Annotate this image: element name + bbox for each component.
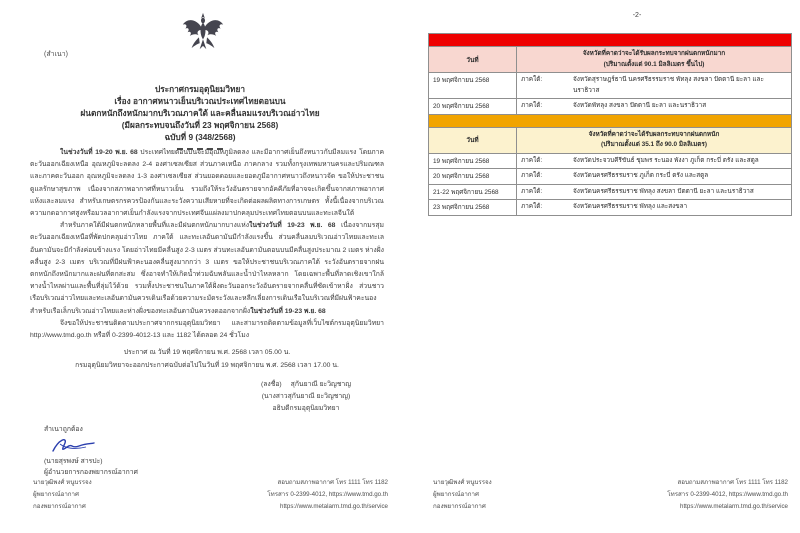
garuda-emblem-icon — [181, 8, 225, 58]
footer-contact-metalarm-url: https://www.metalarm.tmd.go.th/service — [280, 503, 388, 510]
paragraph-3-text: จึงขอให้ประชาชนติดตามประกาศจากกรมอุตุนิยมวิทยา และสามารถติดตามข้อมูลที่เว็บไซต์กรมอุตุนิยมวิทยา http://www.tmd.go.th หรือที่ 0-2399-4012-13 และ 1182 ได้ตลอด 24 ชั่วโมง — [30, 319, 384, 340]
row-date: 19 พฤศจิกายน 2568 — [429, 73, 517, 98]
row-region: ภาคใต้: — [521, 187, 543, 195]
row-province-list: จังหวัดนครศรีธรรมราช พัทลุง และสงขลา — [573, 203, 688, 210]
footer-officer-division: กองพยากรณ์อากาศ — [433, 503, 486, 510]
footer-contact-metalarm-url: https://www.metalarm.tmd.go.th/service — [680, 503, 788, 510]
signature-block — [228, 379, 384, 415]
page-title: ประกาศกรมอุตุนิยมวิทยา — [154, 84, 246, 94]
column-header-provinces — [517, 128, 791, 153]
footer-contact-block — [667, 477, 788, 513]
row-date: 23 พฤศจิกายน 2568 — [429, 200, 517, 215]
footer-officer-name: นายวุฒิพงศ์ หนูบรรจง — [33, 479, 92, 486]
row-province-list: จังหวัดพัทลุง สงขลา ปัตตานี ยะลา และนราธิวาส — [573, 102, 707, 109]
issue-number-line: ฉบับที่ 9 (348/2568) — [164, 132, 236, 142]
paragraph-1 — [30, 147, 384, 220]
row-provinces-cell — [517, 200, 791, 215]
announcement-body — [30, 147, 384, 342]
footer-contact-fax-web: โทรสาร 0-2399-4012, https://www.tmd.go.th — [667, 491, 788, 498]
copy-label: (สำเนา) — [44, 51, 68, 58]
footer-officer-name: นายวุฒิพงศ์ หนูบรรจง — [433, 479, 492, 486]
footer-contact-fax-web: โทรสาร 0-2399-4012, https://www.tmd.go.th — [267, 491, 388, 498]
table-row — [429, 99, 791, 115]
table-row — [429, 73, 791, 99]
issued-at-line: ประกาศ ณ วันที่ 19 พฤศจิกายน พ.ศ. 2568 เวลา 05.00 น. — [123, 349, 291, 357]
signer-full-name: (นางสาวสุกันยาณี ยะวิญชาญ) — [261, 393, 351, 401]
paragraph-3 — [30, 318, 384, 342]
row-provinces-cell — [517, 99, 791, 114]
row-date: 20 พฤศจิกายน 2568 — [429, 99, 517, 114]
certified-label: สำเนาถูกต้อง — [44, 426, 83, 434]
paragraph-1-date-bold: ในช่วงวันที่ 19-20 พ.ย. 68 — [60, 149, 138, 156]
paragraph-2-end-date-bold: ในช่วงวันที่ 19-23 พ.ย. 68 — [250, 307, 326, 315]
row-province-list: จังหวัดประจวบคีรีขันธ์ ชุมพร ระนอง พังงา ภูเก็ต กระบี่ ตรัง และสตูล — [573, 156, 759, 164]
heavy-rain-header-line1: จังหวัดที่คาดว่าจะได้รับผลกระทบจากฝนตกหนัก — [588, 130, 720, 138]
subject-line: เรื่อง อากาศหนาวเย็นบริเวณประเทศไทยตอนบน — [114, 96, 286, 106]
row-region: ภาคใต้: — [521, 203, 543, 210]
announcement-content — [30, 147, 384, 478]
table-row — [429, 169, 791, 185]
page-2-footer — [433, 477, 788, 513]
signature-line — [228, 379, 384, 391]
table-row — [429, 154, 791, 170]
very-heavy-rain-header-line2: (ปริมาณตั้งแต่ 90.1 มิลลิเมตร ขึ้นไป) — [603, 60, 705, 68]
row-provinces-cell — [517, 73, 791, 98]
footer-officer-title: ผู้พยากรณ์อากาศ — [33, 491, 79, 498]
impact-tables — [428, 33, 792, 216]
subject-line-2: ฝนตกหนักถึงหนักมากบริเวณภาคใต้ และคลื่นลมแรงบริเวณอ่าวไทย — [80, 108, 320, 118]
footer-contact-phone: สอบถามสภาพอากาศ โทร 1111 โทร 1182 — [277, 479, 388, 486]
issued-at-block — [30, 347, 384, 372]
column-header-date: วันที่ — [429, 47, 517, 72]
page-number: -2- — [632, 12, 642, 19]
very-heavy-rain-color-bar — [429, 34, 791, 47]
certifier-signature-scribble — [50, 436, 96, 455]
certifier-name: (นายสุรพงษ์ สารปะ) — [44, 458, 103, 466]
row-date: 21-22 พฤศจิกายน 2568 — [429, 185, 517, 200]
footer-officer-block — [33, 477, 92, 513]
effective-date-line: (มีผลกระทบจนถึงวันที่ 23 พฤศจิกายน 2568) — [121, 120, 279, 130]
signed-label: (ลงชื่อ) — [260, 381, 282, 389]
table-row — [429, 200, 791, 215]
footer-officer-title: ผู้พยากรณ์อากาศ — [433, 491, 479, 498]
row-provinces-cell — [517, 185, 791, 200]
row-region: ภาคใต้: — [521, 76, 543, 83]
copy-certification-block — [44, 424, 174, 478]
page-2 — [400, 0, 800, 533]
row-province-list: จังหวัดนครศรีธรรมราช พัทลุง สงขลา ปัตตานี ยะลา และนราธิวาส — [573, 187, 754, 195]
table-row — [429, 185, 791, 201]
paragraph-2-date-bold: ในช่วงวันที่ 19-23 พ.ย. 68 — [249, 222, 336, 230]
signer-name: สุกันยาณี ยะวิญชาญ — [290, 381, 352, 389]
certifier-position: ผู้อำนวยการกองพยากรณ์อากาศ — [44, 469, 138, 477]
footer-officer-block — [433, 477, 492, 513]
row-region: ภาคใต้: — [521, 156, 543, 164]
footer-contact-phone: สอบถามสภาพอากาศ โทร 1111 โทร 1182 — [677, 479, 788, 486]
heavy-rain-header-row — [429, 128, 791, 154]
row-date: 20 พฤศจิกายน 2568 — [429, 169, 517, 184]
row-province-list: จังหวัดสุราษฎร์ธานี นครศรีธรรมราช พัทลุง สงขลา ปัตตานี ยะลา และนราธิวาส — [573, 76, 764, 94]
title-block — [10, 83, 390, 150]
row-region: ภาคใต้: — [521, 172, 543, 179]
very-heavy-rain-header-line1: จังหวัดที่คาดว่าจะได้รับผลกระทบจากฝนตกหนักมาก — [582, 50, 726, 57]
signer-position: อธิบดีกรมอุตุนิยมวิทยา — [272, 405, 340, 413]
column-header-date: วันที่ — [429, 128, 517, 153]
footer-officer-division: กองพยากรณ์อากาศ — [33, 503, 86, 510]
paragraph-2-text: เนื่องจากมรสุมตะวันออกเฉียงเหนือที่พัดปกคลุมอ่าวไทย ภาคใต้ และทะเลอันดามันมีกำลังแรงขึ้น ส่วนคลื่นลมบริเวณอ่าวไทยและทะเลอันดามันจะมีกำลังค่อนข้างแรง โดยอ่าวไทยมีคลื่นสูง 2-3 เมตร ส่วนทะเลอันดามันตอนบนมีคลื่นสูงประมาณ 2 เมตร ห่างฝั่งคลื่นสูง 2-3 เมตร บริเวณที่มีฝนฟ้าคะนองคลื่นสูงมากกว่า 3 เมตร ขอให้ประชาชนบริเวณภาคใต้ ระวังอันตรายจากฝนตกหนักถึงหนักมากและฝนที่ตกสะสม ซึ่งอาจทำให้เกิดน้ำท่วมฉับพลันและน้ำป่าไหลหลาก โดยเฉพาะพื้นที่ลาดเชิงเขาใกล้ทางน้ำไหลผ่านและพื้นที่ลุ่มไว้ด้วย รวมทั้งประชาชนในภาคใต้ฝั่งตะวันออกระวังอันตรายจากคลื่นที่ซัดเข้าหาฝั่ง ส่วนชาวเรือบริเวณอ่าวไทยและทะเลอันดามันควรเดินเรือด้วยความระมัดระวังและหลีกเลี่ยงการเดินเรือในบริเวณที่มีฝนฟ้าคะนอง สำหรับเรือเล็กบริเวณอ่าวไทยและห่างฝั่งของทะเลอันดามันควรงดออกจากฝั่ง — [30, 222, 384, 315]
row-region: ภาคใต้: — [521, 102, 543, 109]
paragraph-1-text: ประเทศไทยตอนบนจะมีอุณหภูมิลดลง และมีอากาศเย็นถึงหนาวกับมีลมแรง โดยภาคตะวันออกเฉียงเหนือ อุณหภูมิจะลดลง 2-4 องศาเซลเซียส ส่วนภาคเหนือ ภาคกลาง รวมทั้งกรุงเทพมหานครและปริมณฑล และภาคตะวันออก อุณหภูมิจะลดลง 1-3 องศาเซลเซียส ส่วนยอดดอยและยอดภูมีอากาศหนาวถึงหนาวจัด ขอให้ประชาชนดูแลรักษาสุขภาพ เนื่องจากสภาพอากาศที่หนาวเย็น รวมถึงให้ระวังอันตรายจากอัคคีภัยที่อาจจะเกิดขึ้นจากสภาพอากาศแห้งและลมแรง สำหรับเกษตรกรควรป้องกันและระวังความเสียหายที่จะเกิดต่อผลผลิตทางการเกษตร ทั้งนี้เนื่องจากบริเวณความกดอากาศสูงหรือมวลอากาศเย็นกำลังแรงจากประเทศจีนแผ่ลงมาปกคลุมประเทศไทยตอนบนและทะเลจีนใต้ — [30, 149, 384, 218]
row-provinces-cell — [517, 154, 791, 169]
row-province-list: จังหวัดนครศรีธรรมราช ภูเก็ต กระบี่ ตรัง และสตูล — [573, 172, 709, 179]
heavy-rain-color-bar — [429, 115, 791, 128]
row-provinces-cell — [517, 169, 791, 184]
very-heavy-rain-header-row — [429, 47, 791, 73]
column-header-provinces — [517, 47, 791, 72]
heavy-rain-header-line2: (ปริมาณตั้งแต่ 35.1 ถึง 90.0 มิลลิเมตร) — [600, 141, 707, 148]
footer-contact-block — [267, 477, 388, 513]
paragraph-2 — [30, 220, 384, 318]
next-issue-line: กรมอุตุนิยมวิทยาจะออกประกาศฉบับต่อไปในวันที่ 19 พฤศจิกายน พ.ศ. 2568 เวลา 17.00 น. — [75, 361, 339, 369]
row-date: 19 พฤศจิกายน 2568 — [429, 154, 517, 169]
page-1-footer — [33, 477, 388, 513]
paragraph-2-lead: สำหรับภาคใต้มีฝนตกหนักหลายพื้นที่และมีฝนตกหนักมากบางแห่ง — [60, 222, 250, 230]
